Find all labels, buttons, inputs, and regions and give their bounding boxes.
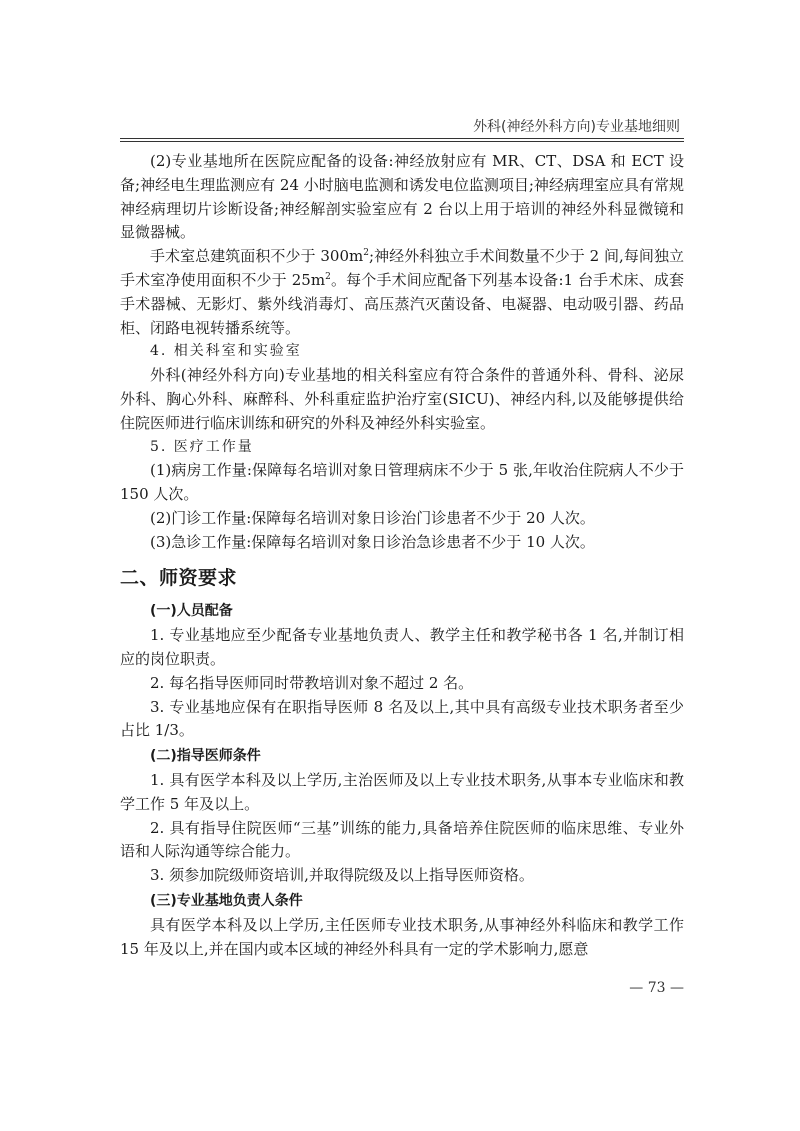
operating-room-text-c: 。每个手术间应配备下列基本设备:1 台手术床、成套手术器械、无影灯、紫外线消毒灯、高压蒸汽灭菌设备、电凝器、电动吸引器、药品柜、闭路电视转播系统等。 [120,270,684,337]
paragraph-outpatient-workload: (2)门诊工作量:保障每名培训对象日诊治门诊患者不少于 20 人次。 [150,508,595,527]
page-content [120,150,684,961]
paragraph-instructor-3: 3. 须参加院级师资培训,并取得院级及以上指导医师资格。 [150,866,534,885]
operating-room-text-a: 手术室总建筑面积不少于 300m [150,247,364,266]
subsection-heading-staffing: (一)人员配备 [150,603,233,620]
subheading-related-departments: 4. 相关科室和实验室 [150,343,302,360]
paragraph-equipment: (2)专业基地所在医院应配备的设备:神经放射应有 MR、CT、DSA 和 ECT 设备;神经电生理监测应有 24 小时脑电监测和诱发电位监测项目;神经病理室应具有常规神经病理切片诊断设备;神经解剖实验室应有 2 台以上用于培训的神经外科显微镜和显微器械。 [120,152,684,242]
subsection-heading-instructor: (二)指导医师条件 [150,748,261,765]
paragraph-staffing-3: 3. 专业基地应保有在职指导医师 8 名及以上,其中具有高级专业技术职务者至少占比 1/3。 [120,697,684,740]
paragraph-staffing-2: 2. 每名指导医师同时带教培训对象不超过 2 名。 [150,673,474,692]
paragraph-instructor-1: 1. 具有医学本科及以上学历,主治医师及以上专业技术职务,从事本专业临床和教学工作 5 年及以上。 [120,770,684,813]
paragraph-staffing-1: 1. 专业基地应至少配备专业基地负责人、教学主任和教学秘书各 1 名,并制订相应的岗位职责。 [120,626,684,668]
section-heading-faculty: 二、师资要求 [120,566,238,589]
operating-room-text-b: ;神经外科独立手术间数量不少于 2 间,每间独立手术室净使用面积不少于 25m [120,247,685,289]
subsection-heading-director: (三)专业基地负责人条件 [150,892,303,909]
paragraph-instructor-2: 2. 具有指导住院医师“三基”训练的能力,具备培养住院医师的临床思维、专业外语和人际沟通等综合能力。 [120,818,684,861]
superscript-area-2: 2 [325,271,331,282]
paragraph-director: 具有医学本科及以上学历,主任医师专业技术职务,从事神经外科临床和教学工作 15 年及以上,并在国内或本区域的神经外科具有一定的学术影响力,愿意 [120,915,684,958]
paragraph-ward-workload: (1)病房工作量:保障每名培训对象日管理病床不少于 5 张,年收治住院病人不少于 150 人次。 [120,461,684,504]
header-rule [120,138,684,142]
paragraph-operating-room [120,245,684,340]
subheading-workload: 5. 医疗工作量 [150,438,254,455]
superscript-area-1: 2 [363,248,369,259]
paragraph-emergency-workload: (3)急诊工作量:保障每名培训对象日诊治急诊患者不少于 10 人次。 [150,532,595,551]
running-header: 外科(神经外科方向)专业基地细则 [473,119,680,135]
page-number: — 73 — [629,980,684,996]
paragraph-related-departments: 外科(神经外科方向)专业基地的相关科室应有符合条件的普通外科、骨科、泌尿外科、胸心外科、麻醉科、外科重症监护治疗室(SICU)、神经内科,以及能够提供给住院医师进行临床训练和研究的外科及神经外科实验室。 [120,366,684,432]
